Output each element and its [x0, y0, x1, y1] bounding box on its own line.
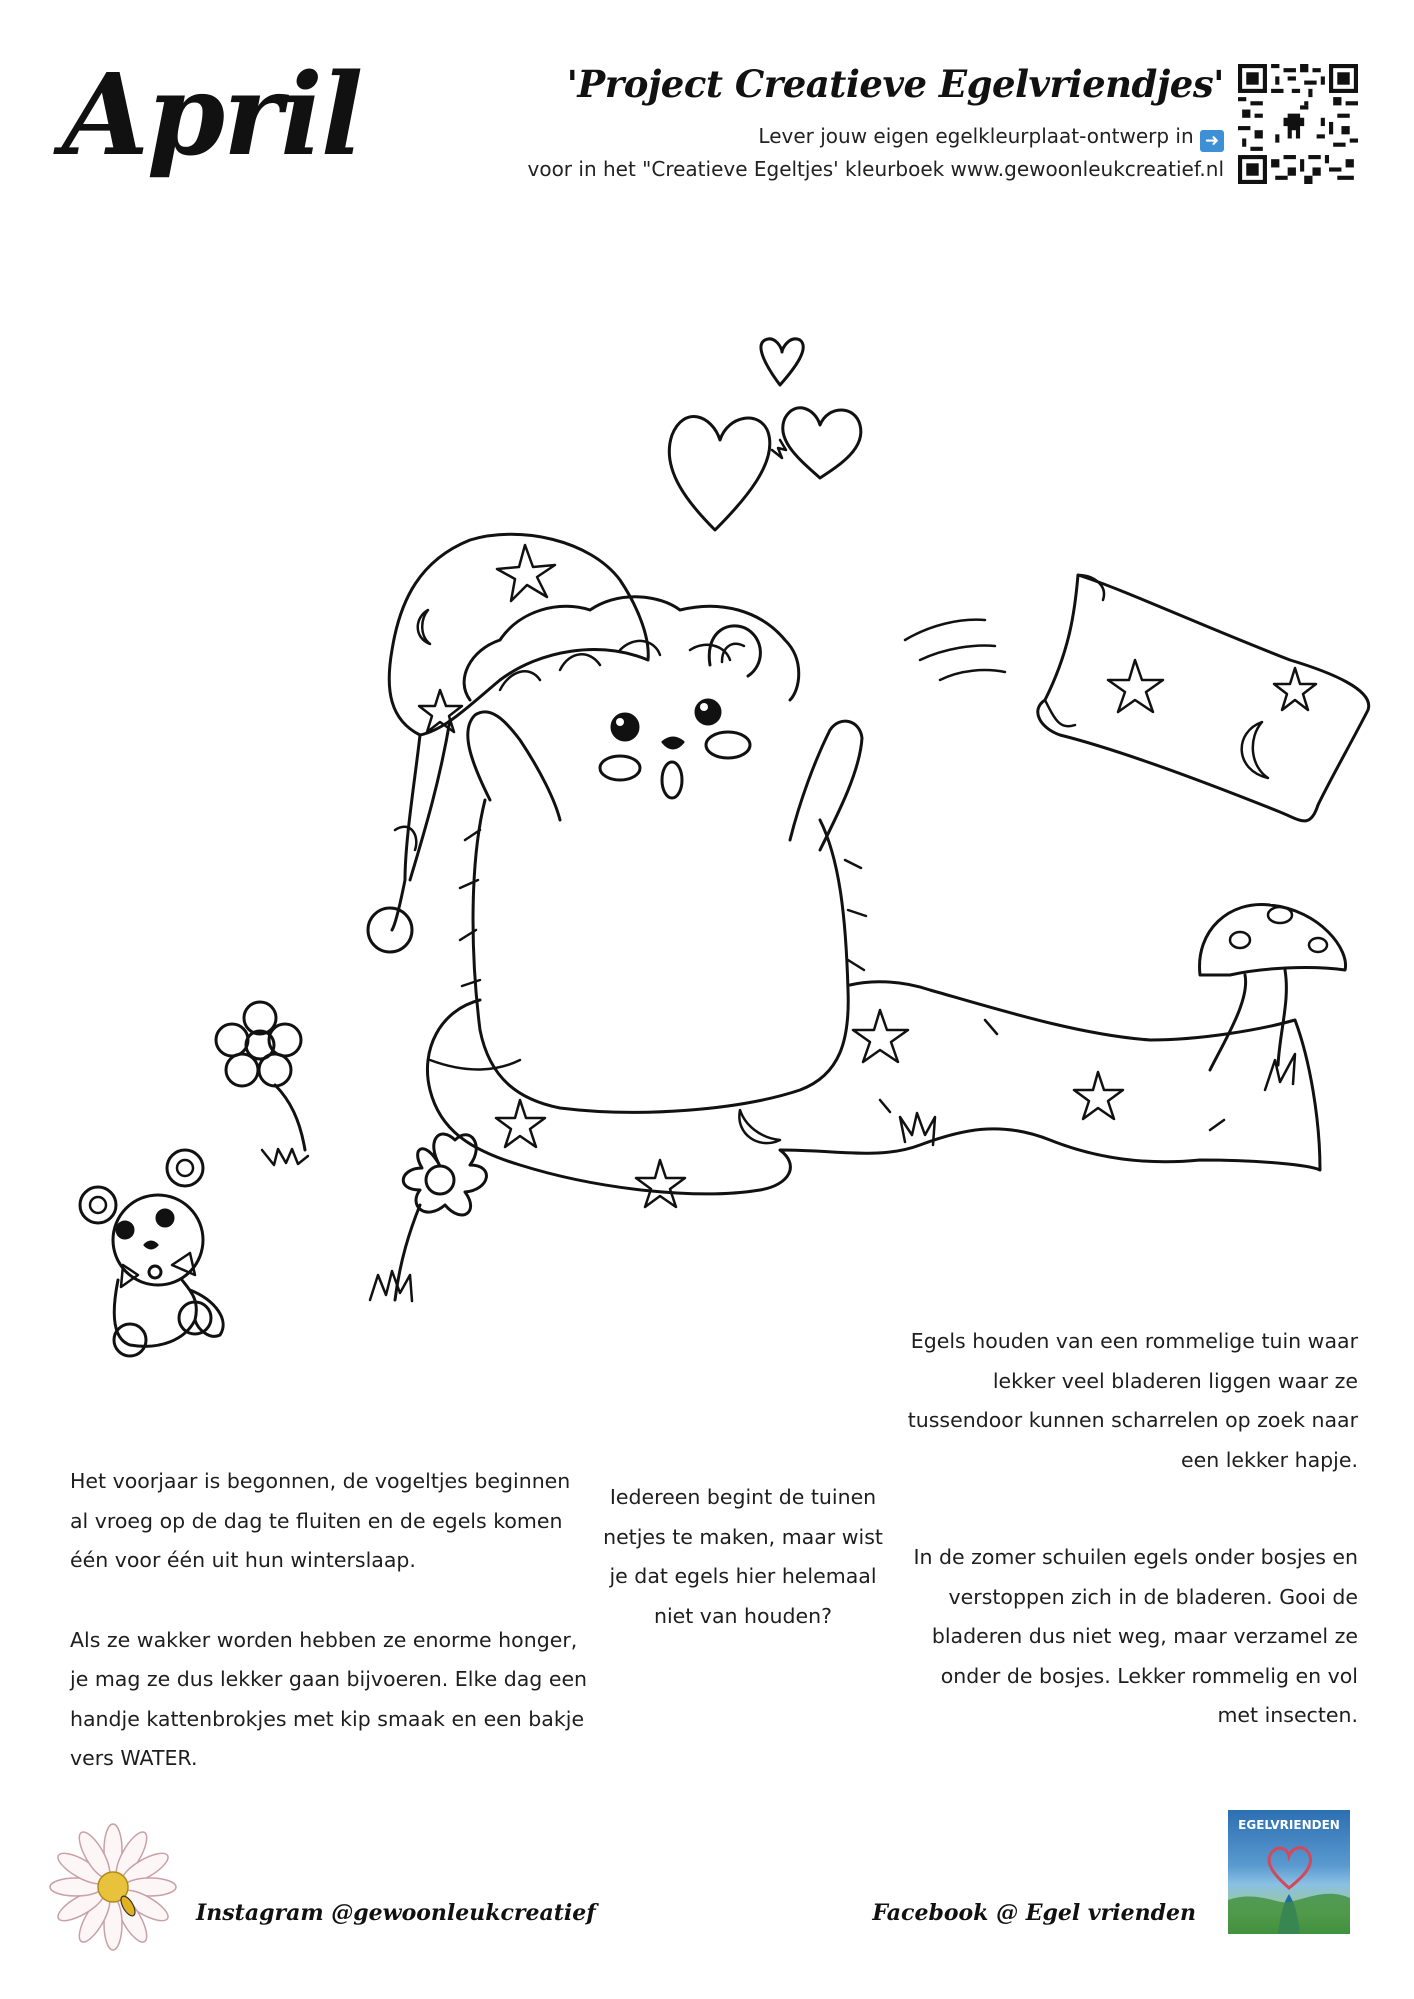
heart-icon	[761, 339, 803, 385]
hedgehog-body	[473, 800, 848, 1112]
header-line-1-text: Lever jouw eigen egelkleurplaat-ontwerp in	[758, 124, 1194, 148]
hedgehog-eye-right	[696, 700, 720, 724]
moon-icon	[418, 610, 430, 644]
star-icon	[853, 1010, 908, 1062]
intro-text	[70, 1462, 590, 1779]
arrow-right-icon: ➜	[1200, 130, 1224, 152]
teddy-bear	[80, 1150, 223, 1356]
hedgehog-mouth	[662, 762, 682, 798]
middle-text: Iedereen begint de tuinen netjes te maken, maar wist je dat egels hier helemaal niet van houden?	[603, 1485, 883, 1628]
heart-icon	[1228, 1810, 1350, 1934]
star-icon	[497, 545, 555, 601]
header-line-2: voor in het "Creatieve Egeltjes' kleurboek www.gewoonleukcreatief.nl	[527, 157, 1224, 181]
star-icon	[1108, 660, 1163, 712]
hedgehog-arm-left	[468, 712, 560, 820]
right-paragraph-2: In de zomer schuilen egels onder bosjes en verstoppen zich in de bladeren. Gooi de bladeren dus niet weg, maar verzamel ze onder de bosjes. Lekker rommelig en vol met insecten.	[913, 1545, 1358, 1727]
flying-pillow	[1038, 575, 1369, 821]
logo-text: EGELVRIENDEN	[1238, 1818, 1340, 1832]
intro-paragraph-1: Het voorjaar is begonnen, de vogeltjes beginnen al vroeg op de dag te fluiten en de egels komen één voor één uit hun winterslaap.	[70, 1469, 571, 1572]
flower-middle	[370, 1134, 486, 1301]
egelvrienden-logo[interactable]	[1228, 1810, 1350, 1934]
star-icon	[1074, 1072, 1123, 1119]
hedgehog-ear	[709, 626, 760, 676]
star-icon	[1274, 668, 1316, 710]
blanket	[427, 982, 1320, 1194]
flower-left	[216, 1002, 308, 1165]
hedgehog-eye-left	[612, 714, 638, 740]
daisy-flower-icon	[48, 1822, 178, 1952]
heart-icon	[669, 416, 770, 530]
star-icon	[496, 1100, 545, 1147]
moon-icon	[739, 1110, 780, 1143]
star-icon	[636, 1160, 685, 1207]
heart-icon	[783, 408, 861, 478]
project-title: 'Project Creatieve Egelvriendjes'	[566, 62, 1224, 106]
mushroom-stem	[1210, 970, 1286, 1070]
cap-pompom	[368, 908, 412, 952]
hedgehog-cheek-right	[706, 732, 750, 758]
right-paragraph-1: Egels houden van een rommelige tuin waar lekker veel bladeren liggen waar ze tussendoor kunnen scharrelen op zoek naar een lekker hapje.	[907, 1329, 1358, 1472]
moon-icon	[1242, 722, 1268, 778]
hedgehog-nose	[663, 738, 683, 748]
facebook-handle[interactable]: Facebook @ Egel vrienden	[872, 1900, 1196, 1926]
intro-paragraph-2: Als ze wakker worden hebben ze enorme honger, je mag ze dus lekker gaan bijvoeren. Elke dag een handje kattenbrokjes met kip smaak en een bakje vers WATER.	[70, 1627, 588, 1770]
month-title: April	[62, 50, 362, 181]
instagram-handle[interactable]: Instagram @gewoonleukcreatief	[196, 1900, 596, 1926]
hedgehog-cheek-left	[600, 756, 640, 780]
